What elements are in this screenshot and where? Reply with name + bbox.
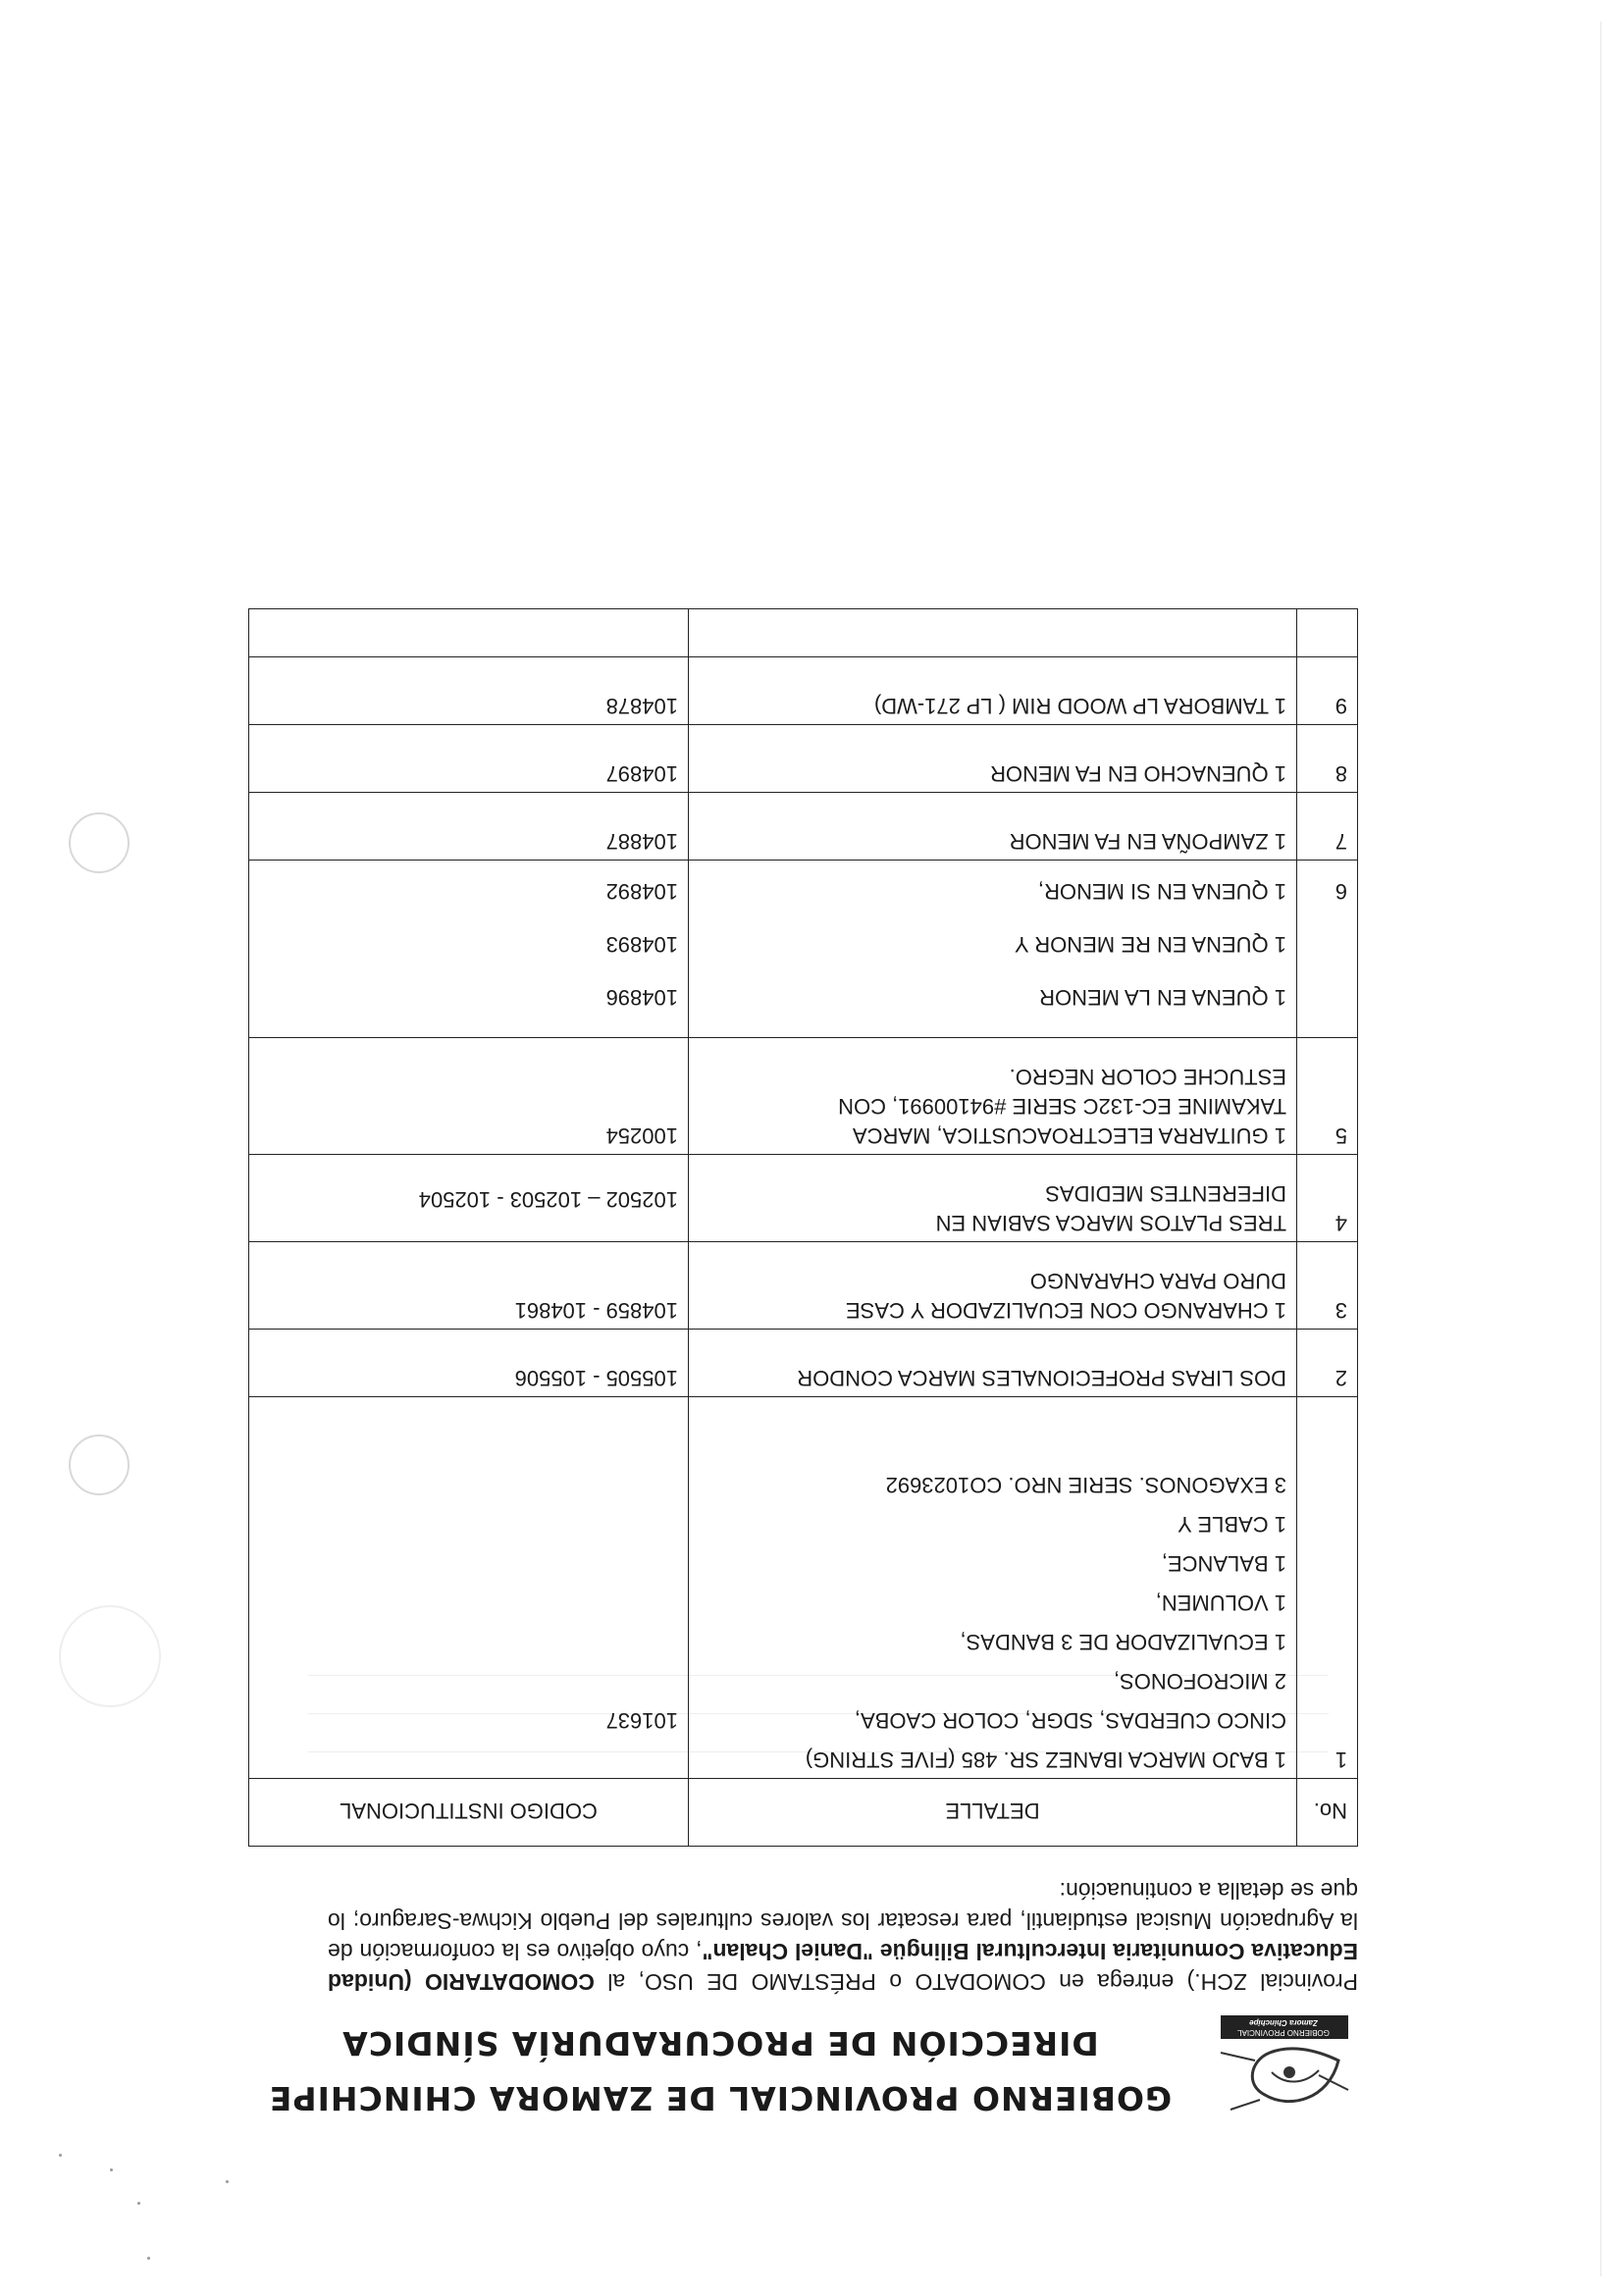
- row-number: 4: [1297, 1155, 1358, 1242]
- detail-line: 1 VOLUMEN,: [1155, 1591, 1286, 1615]
- row-detail: [689, 657, 1297, 725]
- header-no: No.: [1297, 1779, 1358, 1847]
- row-detail: [689, 1330, 1297, 1397]
- intro-paragraph: [328, 1875, 1358, 1997]
- row-detail: [689, 1397, 1297, 1779]
- table-row-empty: [249, 609, 1358, 657]
- row-number: 3: [1297, 1242, 1358, 1330]
- row-number: 7: [1297, 793, 1358, 861]
- inventory-table: [249, 608, 1358, 1847]
- empty-cell: [689, 609, 1297, 657]
- detail-line: DOS LIRAS PROFECIONALES MARCA CONDOR: [797, 1366, 1286, 1390]
- header-code: CODIGO INSTITUCIONAL: [249, 1779, 689, 1847]
- row-number: 1: [1297, 1397, 1358, 1779]
- punch-hole-top: [69, 812, 130, 873]
- table-row: [249, 725, 1358, 793]
- row-number: 5: [1297, 1038, 1358, 1155]
- detail-line: 1 BAJO MARCA IBANEZ SR. 485 (FIVE STRING): [805, 1748, 1286, 1772]
- table-row: [249, 657, 1358, 725]
- row-code: 104887: [249, 793, 689, 861]
- detail-line: 1 CHARANGO CON ECUALIZADOR Y CASE: [845, 1298, 1286, 1323]
- detail-line: 1 ZAMPOÑA EN FA MENOR: [1009, 829, 1286, 854]
- row-detail: [689, 793, 1297, 861]
- dust-speck: [147, 2257, 150, 2260]
- detail-line: TAKAMINE EC-132C SERIE #94100991, CON: [838, 1094, 1286, 1119]
- row-code: 100254: [249, 1038, 689, 1155]
- header-subtitle: DIRECCIÓN DE PROCURADURÍA SÍNDICA: [341, 2024, 1099, 2062]
- detail-line: 1 GUITARRA ELECTROACUSTICA, MARCA: [852, 1123, 1286, 1148]
- empty-cell: [1297, 609, 1358, 657]
- code-line: 104893: [605, 932, 678, 957]
- table-row: [249, 861, 1358, 1038]
- row-detail: [689, 725, 1297, 793]
- intro-text-1: Provincial ZCH.) entrega en COMODATO o PRÉSTAMO DE USO, al: [594, 1969, 1358, 1995]
- dust-speck: [137, 2202, 140, 2205]
- row-code: 105505 - 105506: [249, 1330, 689, 1397]
- row-detail: [689, 1038, 1297, 1155]
- detail-line: 1 QUENA EN SI MENOR,: [1037, 879, 1286, 904]
- table-header-row: [249, 1779, 1358, 1847]
- detail-line: CINCO CUERDAS, SDGR, COLOR CAOBA,: [854, 1708, 1286, 1733]
- code-line: 104892: [605, 879, 678, 904]
- row-number-value: 6: [1335, 879, 1347, 904]
- detail-line: 1 CABLE Y: [1178, 1512, 1286, 1537]
- logo-caption: GOBIERNO PROVINCIAL Zamora Chinchipe: [1237, 2018, 1330, 2037]
- row-code: [249, 861, 689, 1038]
- detail-line: 2 MICROFONOS,: [1113, 1669, 1286, 1694]
- row-number: 8: [1297, 725, 1358, 793]
- code-line: 104896: [605, 985, 678, 1010]
- table-row: [249, 1038, 1358, 1155]
- dust-speck: [110, 2168, 113, 2171]
- detail-line: 1 TAMBORA LP WOOD RIM ( LP 271-WD): [873, 694, 1286, 718]
- header-title: GOBIERNO PROVINCIAL DE ZAMORA CHINCHIPE: [268, 2079, 1173, 2117]
- row-code: 104859 - 104861: [249, 1242, 689, 1330]
- code-value: 101637: [605, 1708, 678, 1733]
- row-detail: [689, 1155, 1297, 1242]
- faint-stamp: [59, 1605, 161, 1707]
- empty-cell: [249, 609, 689, 657]
- intro-bold-text: COMODATARIO (Unidad Educativa Comunitaria Intercultural Bilingüe "Daniel Chalan": [328, 1939, 1358, 1995]
- detail-line: TRES PLATOS MARCA SABIAN EN: [935, 1211, 1286, 1235]
- table-row: [249, 1155, 1358, 1242]
- table-row: [249, 1330, 1358, 1397]
- table-row: [249, 793, 1358, 861]
- detail-line: DIFERENTES MEDIDAS: [1045, 1181, 1286, 1206]
- detail-line: ESTUCHE COLOR NEGRO.: [1009, 1065, 1286, 1089]
- row-number: 9: [1297, 657, 1358, 725]
- detail-line: 1 QUENA EN LA MENOR: [1039, 985, 1286, 1010]
- row-code: [249, 1397, 689, 1779]
- punch-hole-bottom: [69, 1435, 130, 1495]
- code-value: 102502 – 102503 - 102504: [418, 1187, 678, 1212]
- logo: [1211, 2011, 1358, 2129]
- row-code: 104878: [249, 657, 689, 725]
- table-row: [249, 1397, 1358, 1779]
- detail-line: 1 QUENACHO EN FA MENOR: [990, 761, 1286, 786]
- detail-line: 1 BALANCE,: [1161, 1551, 1286, 1576]
- row-code: 104897: [249, 725, 689, 793]
- row-code: [249, 1155, 689, 1242]
- row-number: 2: [1297, 1330, 1358, 1397]
- header-detail: DETALLE: [689, 1779, 1297, 1847]
- row-detail: [689, 861, 1297, 1038]
- intro-text-2: , cuyo objetivo es la conformación de la Agrupación Musical estudiantil, para rescatar los valores culturales del Pueblo Kichwa-Saraguro; lo que se detalla a continuación:: [327, 1878, 1358, 1964]
- row-detail: [689, 1242, 1297, 1330]
- row-number: [1297, 861, 1358, 1038]
- detail-line: DURO PARA CHARANGO: [1029, 1269, 1286, 1293]
- detail-line: 3 EXAGONOS. SERIE NRO. CO1023692: [885, 1473, 1286, 1497]
- table-row: [249, 1242, 1358, 1330]
- detail-line: 1 QUENA EN RE MENOR Y: [1014, 932, 1286, 957]
- dust-speck: [226, 2180, 229, 2183]
- detail-line: 1 ECUALIZADOR DE 3 BANDAS,: [960, 1630, 1286, 1654]
- dust-speck: [59, 2154, 62, 2157]
